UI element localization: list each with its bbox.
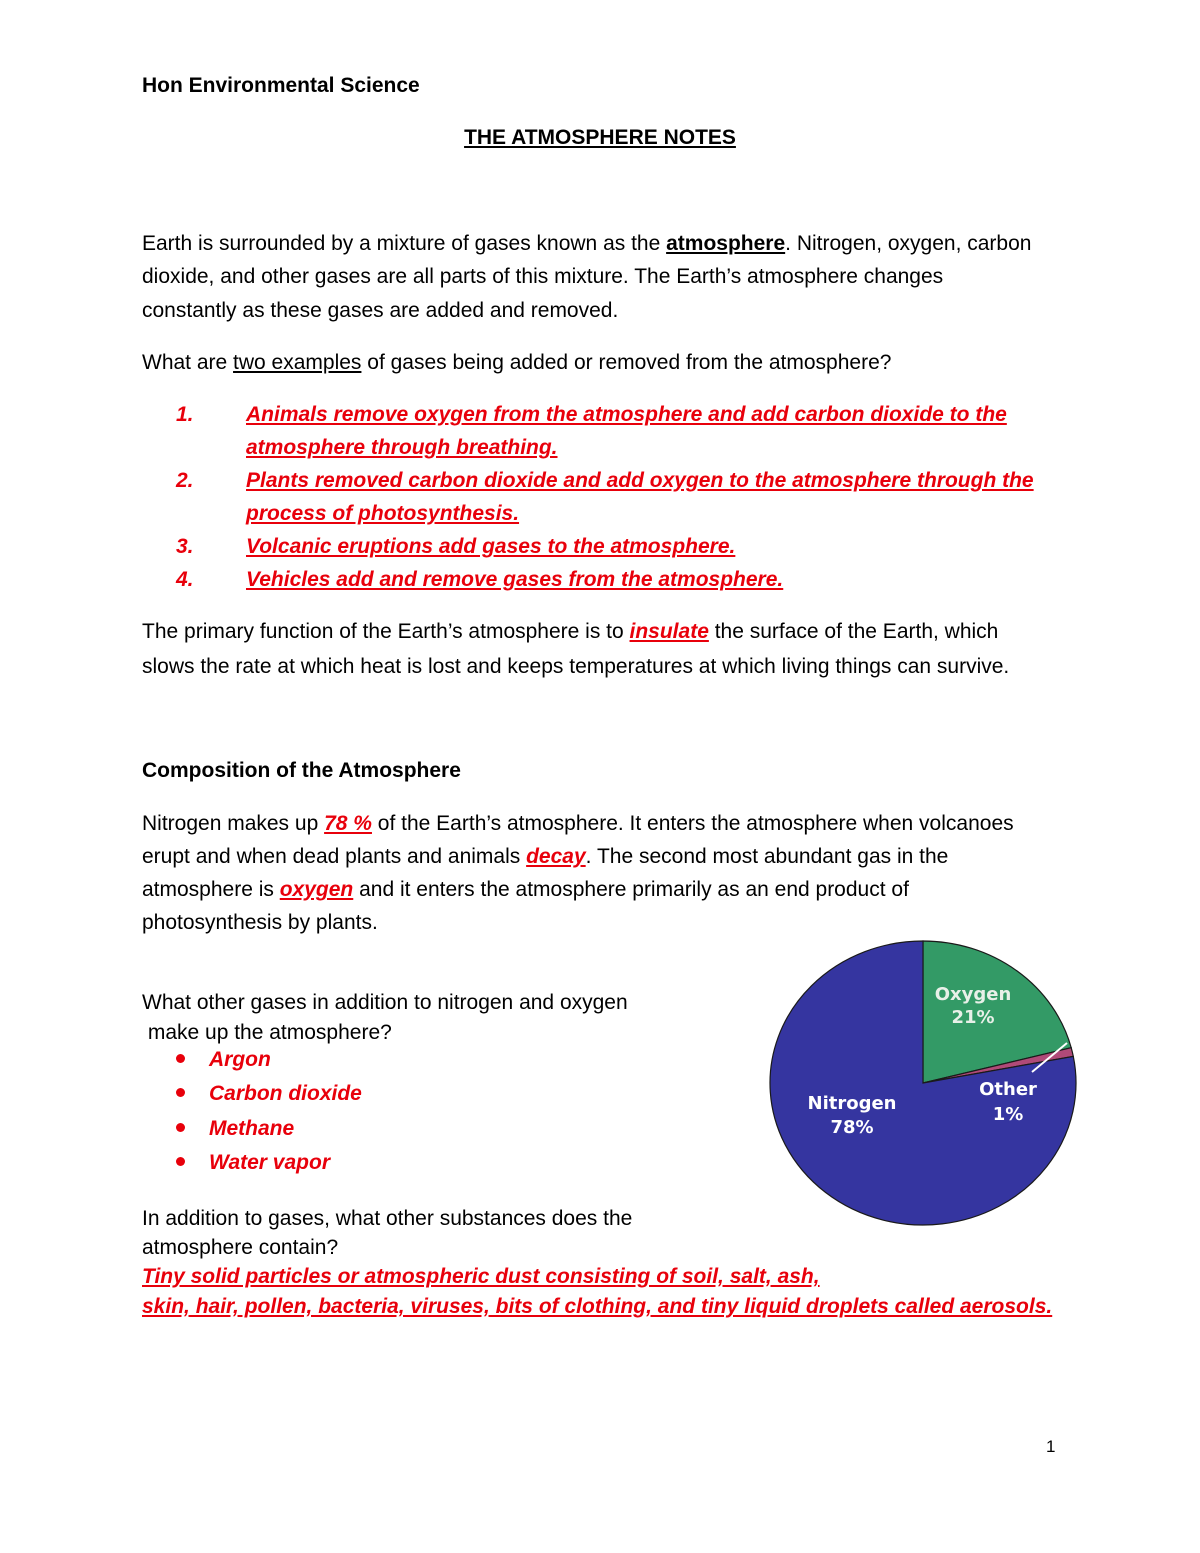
composition-line-1 <box>142 808 1014 840</box>
answer-substances-2: skin, hair, pollen, bacteria, viruses, bits of clothing, and tiny liquid droplets called aerosols. <box>142 1295 1053 1318</box>
gas-list-item <box>176 1048 271 1072</box>
answer-text: Vehicles add and remove gases from the atmosphere. <box>246 568 784 591</box>
function-text: the surface of the Earth, which <box>708 620 999 643</box>
term-atmosphere: atmosphere <box>666 232 786 255</box>
question-substances-1: In addition to gases, what other substances does the <box>142 1207 633 1230</box>
gas-list-item <box>176 1151 330 1175</box>
slice-label-other: Other <box>979 1079 1037 1100</box>
answer-item-2 <box>176 465 1034 497</box>
gas-name: Argon <box>209 1048 271 1071</box>
answer-text: Volcanic eruptions add gases to the atmosphere. <box>246 535 736 558</box>
intro-line-2: dioxide, and other gases are all parts of this mixture. The Earth’s atmosphere changes <box>142 265 944 288</box>
intro-text: . Nitrogen, oxygen, carbon <box>785 232 1032 255</box>
question-emphasis: two examples <box>233 351 362 374</box>
composition-line-2 <box>142 841 948 873</box>
bullet-icon <box>176 1123 185 1132</box>
question-substances-2: atmosphere contain? <box>142 1236 339 1259</box>
answer-number: 1. <box>176 403 194 426</box>
page-title: THE ATMOSPHERE NOTES <box>464 126 736 149</box>
slice-label-oxygen: Oxygen <box>934 984 1012 1005</box>
question-other-gases-1: What other gases in addition to nitrogen and oxygen <box>142 991 628 1014</box>
composition-text: of the Earth’s atmosphere. It enters the atmosphere when volcanoes <box>371 812 1014 835</box>
answer-number: 2. <box>176 469 194 492</box>
answer-text: Animals remove oxygen from the atmosphere and add carbon dioxide to the <box>246 403 1007 426</box>
answer-substances-1: Tiny solid particles or atmospheric dust consisting of soil, salt, ash, <box>142 1265 820 1288</box>
slice-value-oxygen: 21% <box>951 1007 995 1028</box>
function-line-1 <box>142 616 998 648</box>
composition-text: erupt and when dead plants and animals <box>142 845 527 868</box>
slice-value-other: 1% <box>992 1104 1024 1125</box>
question-text: of gases being added or removed from the atmosphere? <box>361 351 892 374</box>
course-title: Hon Environmental Science <box>142 74 420 97</box>
bullet-icon <box>176 1054 185 1063</box>
answer-decay: decay <box>526 845 586 868</box>
section-heading-composition: Composition of the Atmosphere <box>142 759 461 782</box>
gas-list-item <box>176 1117 294 1141</box>
composition-line-3 <box>142 874 909 906</box>
answer-item-2-cont <box>246 498 519 530</box>
answer-text: Plants removed carbon dioxide and add oxygen to the atmosphere through the <box>246 469 1034 492</box>
answer-78-percent: 78 % <box>324 812 372 835</box>
answer-insulate: insulate <box>629 620 709 643</box>
question-two-examples <box>142 347 891 379</box>
question-text: What are <box>142 351 234 374</box>
answer-item-1-cont <box>246 432 558 464</box>
slice-value-nitrogen: 78% <box>830 1117 874 1138</box>
composition-text: . The second most abundant gas in the <box>585 845 949 868</box>
intro-text: Earth is surrounded by a mixture of gases known as the <box>142 232 667 255</box>
answer-text: atmosphere through breathing. <box>246 436 558 459</box>
function-text: The primary function of the Earth’s atmosphere is to <box>142 620 630 643</box>
bullet-icon <box>176 1088 185 1097</box>
answer-number: 3. <box>176 535 194 558</box>
atmosphere-pie-chart <box>760 940 1090 1270</box>
answer-item-3 <box>176 531 735 563</box>
answer-item-4 <box>176 564 783 596</box>
intro-line-1 <box>142 228 1031 260</box>
gas-name: Carbon dioxide <box>209 1082 362 1105</box>
answer-text: process of photosynthesis. <box>246 502 520 525</box>
function-line-2: slows the rate at which heat is lost and keeps temperatures at which living things can survive. <box>142 655 1010 678</box>
answer-number: 4. <box>176 568 194 591</box>
intro-line-3: constantly as these gases are added and removed. <box>142 299 619 322</box>
question-other-gases-2: make up the atmosphere? <box>142 1021 392 1044</box>
gas-name: Water vapor <box>209 1151 330 1174</box>
composition-text: Nitrogen makes up <box>142 812 325 835</box>
slice-label-nitrogen: Nitrogen <box>807 1093 897 1114</box>
composition-line-4: photosynthesis by plants. <box>142 911 378 934</box>
answer-item-1 <box>176 399 1007 431</box>
composition-text: atmosphere is <box>142 878 280 901</box>
gas-name: Methane <box>209 1117 295 1140</box>
answer-oxygen: oxygen <box>279 878 354 901</box>
bullet-icon <box>176 1157 185 1166</box>
page-number: 1 <box>1046 1437 1056 1456</box>
composition-text: and it enters the atmosphere primarily as an end product of <box>353 878 909 901</box>
gas-list-item <box>176 1082 362 1106</box>
